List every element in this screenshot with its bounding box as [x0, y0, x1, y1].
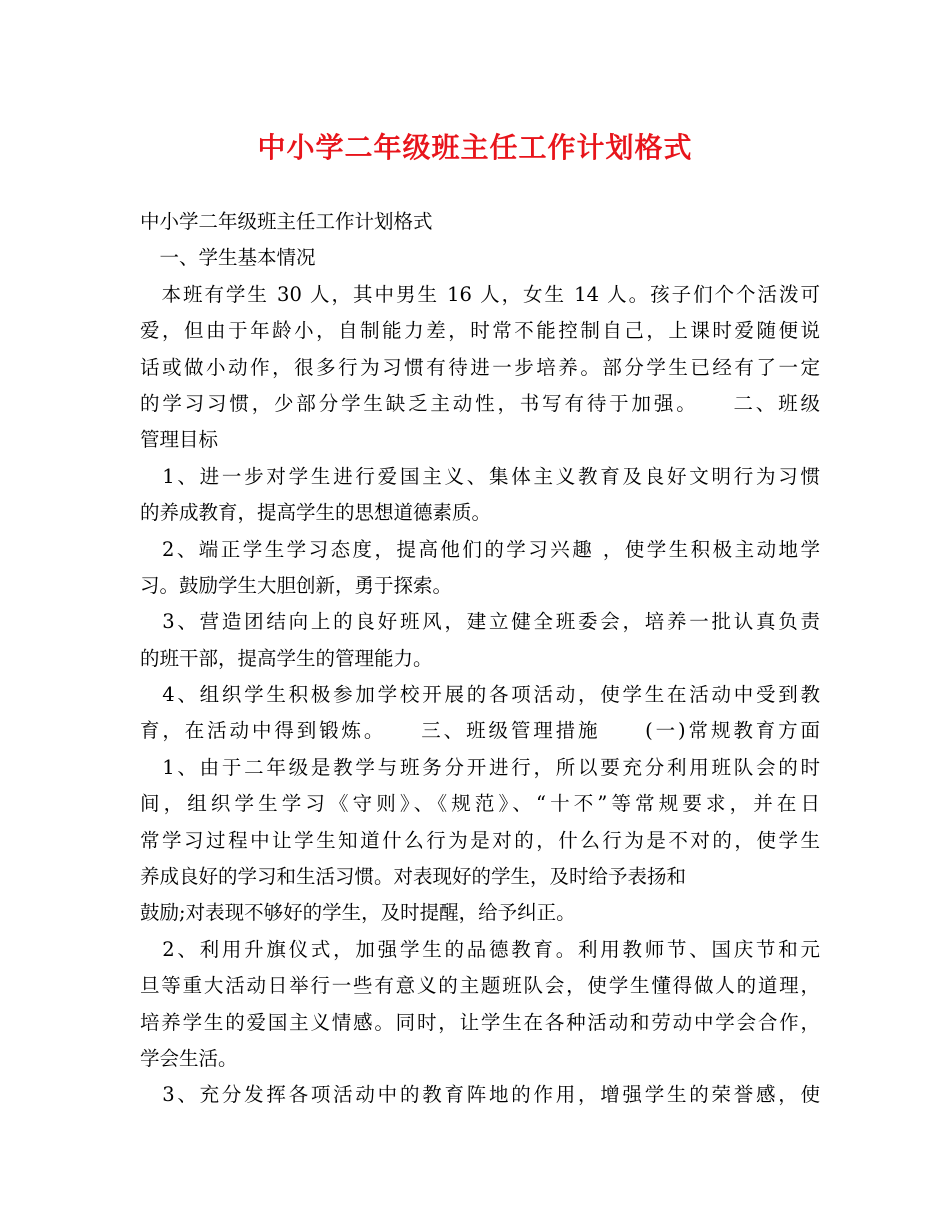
body-line: 的养成教育，提高学生的思想道德素质。 [140, 501, 492, 525]
body-line: 习。鼓励学生大胆创新，勇于探索。 [140, 573, 453, 597]
body-line: 2、利用升旗仪式，加强学生的品德教育。利用教师节、国庆节和元 [140, 937, 820, 961]
body-line: 4、组织学生积极参加学校开展的各项活动，使学生在活动中受到教 [140, 683, 820, 707]
body-line: 育，在活动中得到锻炼。 三、班级管理措施 (一)常规教育方面 [140, 719, 820, 743]
body-line: 3、营造团结向上的良好班风，建立健全班委会，培养一批认真负责 [140, 610, 820, 634]
body-line: 的学习习惯，少部分学生缺乏主动性，书写有待于加强。 二、班级 [140, 391, 820, 415]
body-line: 1、由于二年级是教学与班务分开进行，所以要充分利用班队会的时 [140, 755, 820, 779]
body-line: 的班干部，提高学生的管理能力。 [140, 646, 433, 670]
body-line: 管理目标 [140, 428, 219, 452]
body-line: 中小学二年级班主任工作计划格式 [140, 210, 433, 233]
body-line: 3、充分发挥各项活动中的教育阵地的作用，增强学生的荣誉感，使 [140, 1083, 820, 1107]
body-line: 鼓励;对表现不够好的学生，及时提醒，给予纠正。 [140, 901, 576, 925]
body-line: 2、端正学生学习态度，提高他们的学习兴趣 ，使学生积极主动地学 [140, 537, 820, 561]
section-heading: 一、学生基本情况 [140, 246, 316, 270]
body-line: 本班有学生 30 人，其中男生 16 人，女生 14 人。孩子们个个活泼可 [140, 282, 820, 306]
body-line: 1、进一步对学生进行爱国主义、集体主义教育及良好文明行为习惯 [140, 464, 820, 488]
body-line: 旦等重大活动日举行一些有意义的主题班队会，使学生懂得做人的道理， [140, 974, 820, 998]
body-line: 常学习过程中让学生知道什么行为是对的，什么行为是不对的，使学生 [140, 828, 820, 852]
body-line: 养成良好的学习和生活习惯。对表现好的学生，及时给予表扬和 [140, 865, 687, 889]
document-body [140, 204, 820, 1114]
body-line: 爱，但由于年龄小，自制能力差，时常不能控制自己，上课时爱随便说 [140, 319, 820, 343]
body-line: 培养学生的爱国主义情感。同时，让学生在各种活动和劳动中学会合作， [140, 1010, 820, 1034]
body-line: 学会生活。 [140, 1046, 238, 1070]
document-title: 中小学二年级班主任工作计划格式 [257, 131, 693, 164]
body-line: 间，组织学生学习《守则》、《规范》、“十不”等常规要求，并在日 [140, 792, 820, 816]
body-line: 话或做小动作，很多行为习惯有待进一步培养。部分学生已经有了一定 [140, 355, 820, 379]
